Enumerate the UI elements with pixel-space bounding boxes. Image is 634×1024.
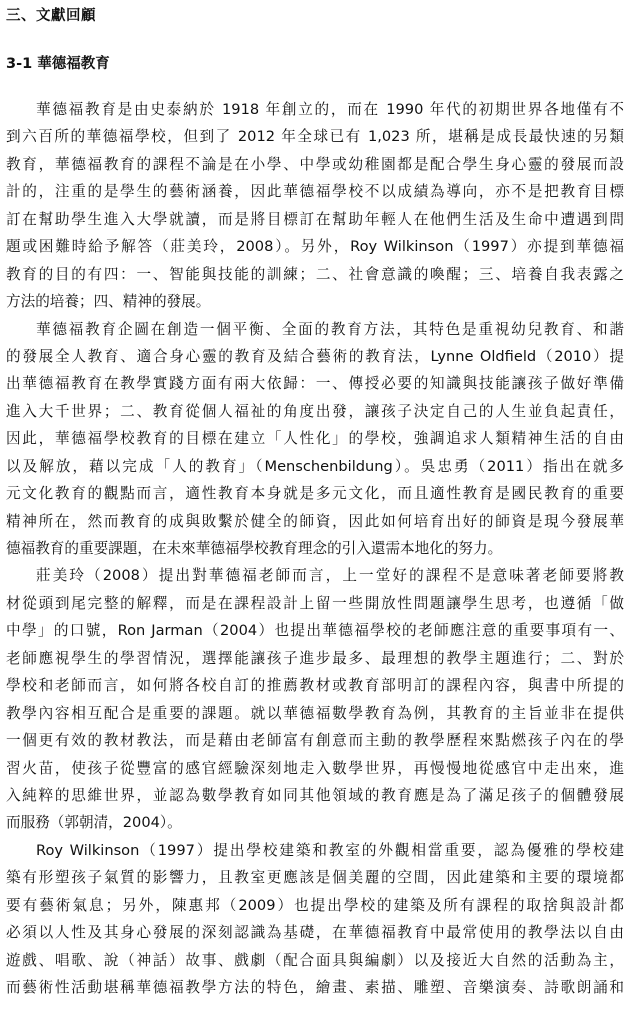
text-line: 學校和老師而言，如何將各校自訂的推薦教材或教育部明訂的課程內容，與書中所提的 xyxy=(6,677,624,695)
text-line: 進入大千世界；二、教育從個人福祉的角度出發，讓孩子決定自己的人生並負起責任， xyxy=(6,402,624,420)
text-line: 教育，華德福教育的課程不論是在小學、中學或幼稚園都是配合學生身心靈的發展而設 xyxy=(6,155,624,173)
text-line: 元文化教育的觀點而言，適性教育本身就是多元文化，而且適性教育是國民教育的重要 xyxy=(6,485,624,503)
text-line: 築有形塑孩子氣質的影響力，且教室更應該是個美麗的空間，因此建築和主要的環境都 xyxy=(6,869,624,887)
text-line: 計的，注重的是學生的藝術涵養，因此華德福學校不以成績為導向，亦不是把教育目標 xyxy=(6,183,624,201)
text-line: 精神所在，然而教育的成與敗繫於健全的師資，因此如何培育出好的師資是現今發展華 xyxy=(6,512,624,530)
paragraph-2 xyxy=(6,316,624,563)
text-line: 教學內容相互配合是重要的課題。就以華德福數學教育為例，其教育的主旨並非在提供 xyxy=(6,704,624,722)
text-line: Roy Wilkinson（1997）提出學校建築和教室的外觀相當重要，認為優雅的學校建 xyxy=(36,841,624,859)
text-line: 而服務（郭朝清，2004）。 xyxy=(6,814,182,832)
text-line: 到六百所的華德福學校，但到了 2012 年全球已有 1,023 所，堪稱是成長最快速的另類 xyxy=(6,128,624,146)
text-line: 中學」的口號，Ron Jarman（2004）也提出華德福學校的老師應注意的重要事項有一、 xyxy=(6,622,624,640)
text-line: 德福教育的重要課題，在未來華德福學校教育理念的引入還需本地化的努力。 xyxy=(6,540,503,557)
text-line: 因此，華德福學校教育的目標在建立「人性化」的學校，強調追求人類精神生活的自由 xyxy=(6,430,624,448)
text-line: 入純粹的思維世界，並認為數學教育如同其他領域的教育應是為了滿足孩子的個體發展 xyxy=(6,786,624,804)
text-line: 習火苗，使孩子從豐富的感官經驗深刻地走入數學世界，再慢慢地從感官中走出來，進 xyxy=(6,759,624,777)
text-line: 教育的目的有四：一、智能與技能的訓練；二、社會意識的喚醒；三、培養自我表露之 xyxy=(6,265,624,283)
paragraph-1 xyxy=(6,96,624,316)
section-title: 3-1 華德福教育 xyxy=(6,56,110,72)
text-line: 方法的培養；四、精神的發展。 xyxy=(6,293,211,311)
paragraph-3 xyxy=(6,562,624,836)
body-text xyxy=(6,96,624,1001)
text-line: 題或困難時給予解答（莊美玲，2008）。另外，Roy Wilkinson（1997）亦提到華德福 xyxy=(6,238,624,256)
text-line: 莊美玲（2008）提出對華德福老師而言，上一堂好的課程不是意味著老師要將教 xyxy=(36,567,624,585)
text-line: 出華德福教育在教學實踐方面有兩大依歸：一、傳授必要的知識與技能讓孩子做好準備 xyxy=(6,375,624,393)
text-line: 而藝術性活動堪稱華德福教學方法的特色，繪畫、素描、雕塑、音樂演奏、詩歌朗誦和 xyxy=(6,979,624,996)
text-line: 老師應視學生的學習情況，選擇能讓孩子進步最多、最理想的教學主題進行；二、對於 xyxy=(6,649,624,667)
text-line: 要有藝術氣息；另外，陳惠邦（2009）也提出學校的建築及所有課程的取捨與設計都 xyxy=(6,896,624,914)
text-line: 必須以人性及其身心發展的深刻認識為基礎，在華德福教育中最常使用的教學法以自由 xyxy=(6,924,624,942)
text-line: 材從頭到尾完整的解釋，而是在課程設計上留一些開放性問題讓學生思考，也遵循「做 xyxy=(6,594,624,612)
paragraph-4 xyxy=(6,837,624,1002)
text-line: 以及解放，藉以完成「人的教育」（Menschenbildung）。吳忠勇（2011）指出在就多 xyxy=(6,457,624,475)
text-line: 華德福教育企圖在創造一個平衡、全面的教育方法，其特色是重視幼兒教育、和諧 xyxy=(36,320,624,338)
text-line: 訂在幫助學生進入大學就讀，而是將目標訂在幫助年輕人在他們生活及生命中遭遇到問 xyxy=(6,210,624,228)
chapter-title: 三、文獻回顧 xyxy=(6,8,96,24)
text-line: 一個更有效的教材教法，而是藉由老師富有創意而主動的教學歷程來點燃孩子內在的學 xyxy=(6,732,624,750)
text-line: 的發展全人教育、適合身心靈的教育及結合藝術的教育法，Lynne Oldfield（2010）提 xyxy=(6,347,624,365)
text-line: 遊戲、唱歌、說（神話）故事、戲劇（配合面具與編劇）以及接近大自然的活動為主， xyxy=(6,951,624,969)
text-line: 華德福教育是由史泰納於 1918 年創立的，而在 1990 年代的初期世界各地僅有不 xyxy=(36,101,624,118)
